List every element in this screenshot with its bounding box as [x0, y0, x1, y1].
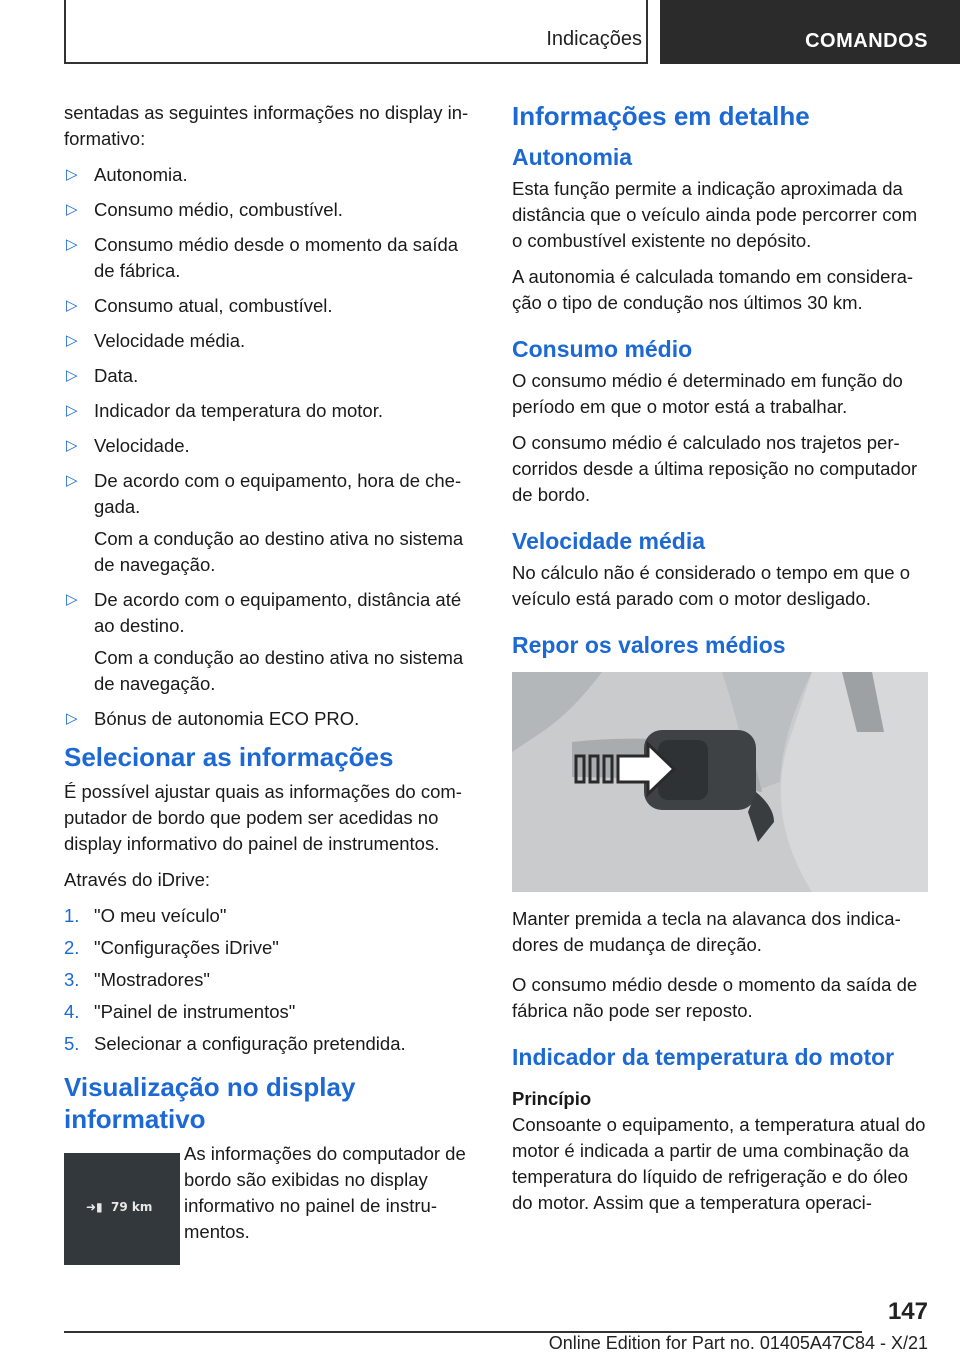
bullet-text: Data. — [94, 365, 139, 386]
reset-paragraph-1: Manter premida a tecla na alavanca dos indicadores de mudança de direção. — [512, 908, 901, 955]
idrive-step — [64, 967, 474, 993]
idrive-steps — [64, 903, 474, 1057]
range-arrow-icon: ➜▮ — [86, 1200, 103, 1214]
bullet-triangle-icon: ▷ — [66, 402, 78, 419]
principle-paragraph: Consoante o equipamento, a temperatura atual do motor é indicada a partir de uma combinação da temperatura do líquido de refrigeração e do óleo do motor. Assim que a temperatura operaci- — [512, 1114, 926, 1213]
avg-consumption-paragraph-1: O consumo médio é determinado em função do período em que o motor está a trabalhar. — [512, 370, 903, 417]
turn-signal-stalk-image — [512, 672, 928, 892]
bullet-text: Bónus de autonomia ECO PRO. — [94, 708, 360, 729]
bullet-triangle-icon: ▷ — [66, 367, 78, 384]
avg-speed-heading: Velocidade média — [512, 528, 706, 554]
bullet-text: De acordo com o equipamento, hora de chegada. — [94, 470, 462, 517]
step-number: 3. — [64, 969, 80, 990]
idrive-step — [64, 999, 474, 1025]
avg-consumption-heading: Consumo médio — [512, 336, 693, 362]
bullet-triangle-icon: ▷ — [66, 710, 78, 727]
header-section-title: Indicações — [546, 28, 642, 50]
step-text: "Configurações iDrive" — [94, 937, 279, 958]
autonomy-paragraph-1: Esta função permite a indicação aproximada da distância que o veículo ainda pode percorrer com o combustível existente no depósito. — [512, 178, 918, 251]
info-bullet-item — [64, 433, 474, 459]
info-display-image — [64, 1153, 180, 1265]
step-text: "Mostradores" — [94, 969, 210, 990]
avg-consumption-paragraph-2: O consumo médio é calculado nos trajetos percorridos desde a última reposição no computador de bordo. — [512, 432, 918, 505]
bullet-text: Velocidade. — [94, 435, 190, 456]
step-text: "Painel de instrumentos" — [94, 1001, 296, 1022]
intro-text: sentadas as seguintes informações no display informativo: — [64, 102, 469, 149]
bullet-text: Velocidade média. — [94, 330, 246, 351]
display-view-section — [64, 1141, 474, 1261]
reset-averages-heading: Repor os valores médios — [512, 632, 786, 658]
bullet-triangle-icon: ▷ — [66, 472, 78, 489]
bullet-triangle-icon: ▷ — [66, 166, 78, 183]
display-view-heading: Visualização no display informativo — [64, 1072, 356, 1134]
avg-speed-paragraph: No cálculo não é considerado o tempo em que o veículo está parado com o motor desligado. — [512, 562, 911, 609]
idrive-intro: Através do iDrive: — [64, 869, 210, 890]
info-bullet-item — [64, 162, 474, 188]
step-number: 4. — [64, 1001, 80, 1022]
idrive-step — [64, 1031, 474, 1057]
bullet-subtext: Com a condução ao destino ativa no sistema de navegação. — [94, 528, 464, 575]
footer-edition: Online Edition for Part no. 01405A47C84 - X/21 — [548, 1333, 928, 1353]
bullet-text: Consumo médio desde o momento da saída de fábrica. — [94, 234, 459, 281]
step-number: 1. — [64, 905, 80, 926]
info-bullet-item — [64, 587, 474, 697]
info-bullet-item — [64, 197, 474, 223]
info-bullet-item — [64, 232, 474, 284]
bullet-triangle-icon: ▷ — [66, 236, 78, 253]
principle-heading: Princípio — [512, 1088, 592, 1109]
page-number: 147 — [887, 1298, 928, 1325]
display-view-paragraph: As informações do computador de bordo são exibidas no display informativo no painel de instrumentos. — [184, 1143, 466, 1242]
details-heading: Informações em detalhe — [512, 101, 810, 131]
bullet-text: De acordo com o equipamento, distância até ao destino. — [94, 589, 462, 636]
info-bullet-item — [64, 398, 474, 424]
bullet-triangle-icon: ▷ — [66, 332, 78, 349]
select-info-paragraph: É possível ajustar quais as informações do computador de bordo que podem ser acedidas no display informativo do painel de instrumentos. — [64, 781, 462, 854]
step-text: Selecionar a configuração pretendida. — [94, 1033, 406, 1054]
select-info-heading: Selecionar as informações — [64, 742, 394, 772]
bullet-triangle-icon: ▷ — [66, 591, 78, 608]
engine-temp-heading: Indicador da temperatura do motor — [512, 1044, 895, 1070]
autonomy-paragraph-2: A autonomia é calculada tomando em consideração o tipo de condução nos últimos 30 km. — [512, 266, 914, 313]
autonomy-heading: Autonomia — [512, 144, 633, 170]
left-column — [64, 100, 474, 1261]
bullet-subtext: Com a condução ao destino ativa no sistema de navegação. — [94, 647, 464, 694]
bullet-triangle-icon: ▷ — [66, 437, 78, 454]
info-bullet-item — [64, 293, 474, 319]
bullet-triangle-icon: ▷ — [66, 201, 78, 218]
bullet-text: Indicador da temperatura do motor. — [94, 400, 383, 421]
step-text: "O meu veículo" — [94, 905, 227, 926]
range-value: 79 km — [111, 1200, 153, 1214]
header-chapter-tab: COMANDOS — [660, 0, 960, 64]
step-number: 2. — [64, 937, 80, 958]
step-number: 5. — [64, 1033, 80, 1054]
info-bullet-list — [64, 162, 474, 732]
right-column — [512, 100, 930, 1226]
info-bullet-item — [64, 328, 474, 354]
idrive-step — [64, 903, 474, 929]
idrive-step — [64, 935, 474, 961]
reset-paragraph-2: O consumo médio desde o momento da saída de fábrica não pode ser reposto. — [512, 974, 918, 1021]
range-display — [86, 1200, 152, 1214]
info-bullet-item — [64, 363, 474, 389]
bullet-text: Consumo atual, combustível. — [94, 295, 333, 316]
info-bullet-item — [64, 468, 474, 578]
info-bullet-item — [64, 706, 474, 732]
bullet-text: Consumo médio, combustível. — [94, 199, 343, 220]
bullet-triangle-icon: ▷ — [66, 297, 78, 314]
bullet-text: Autonomia. — [94, 164, 188, 185]
